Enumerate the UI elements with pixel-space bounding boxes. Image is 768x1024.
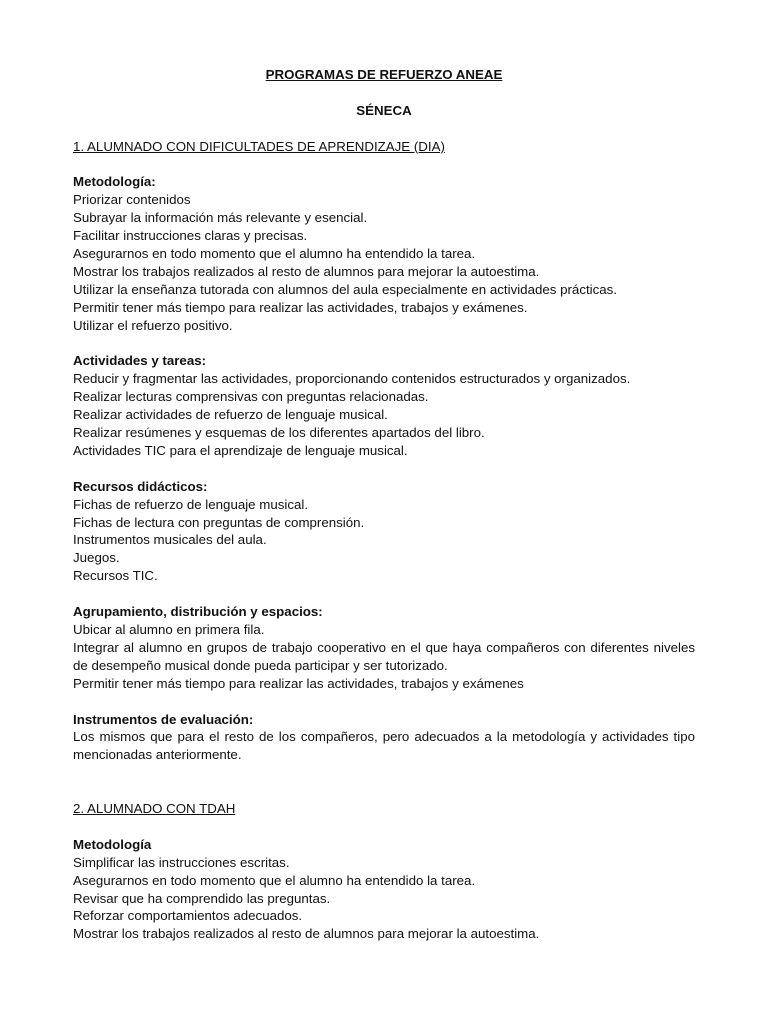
text-line: Facilitar instrucciones claras y precisas. <box>73 228 308 244</box>
text-line: Mostrar los trabajos realizados al resto de alumnos para mejorar la autoestima. <box>73 926 540 942</box>
text-line: Permitir tener más tiempo para realizar las actividades, trabajos y exámenes. <box>73 299 528 315</box>
document-subtitle: SÉNECA <box>356 102 412 118</box>
text-line: Fichas de lectura con preguntas de comprensión. <box>73 514 365 530</box>
text-paragraph: Los mismos que para el resto de los compañeros, pero adecuados a la metodología y actividades tipo mencionadas anteriormente. <box>73 729 695 763</box>
section-tdah <box>73 800 695 943</box>
section-heading: 2. ALUMNADO CON TDAH <box>73 801 236 817</box>
text-line: Reforzar comportamientos adecuados. <box>73 908 303 924</box>
document-title: PROGRAMAS DE REFUERZO ANEAE <box>265 67 503 82</box>
text-line: Permitir tener más tiempo para realizar las actividades, trabajos y exámenes <box>73 675 524 691</box>
subsection-heading-recursos: Recursos didácticos: <box>73 478 208 494</box>
document-page <box>73 66 695 943</box>
text-line: Reducir y fragmentar las actividades, proporcionando contenidos estructurados y organizados. <box>73 371 631 387</box>
text-line: Revisar que ha comprendido las preguntas. <box>73 890 331 906</box>
text-line: Asegurarnos en todo momento que el alumno ha entendido la tarea. <box>73 872 476 888</box>
text-line: Subrayar la información más relevante y esencial. <box>73 210 368 226</box>
section-dia <box>73 138 695 765</box>
text-line: Ubicar al alumno en primera fila. <box>73 622 265 637</box>
text-paragraph: Integrar al alumno en grupos de trabajo cooperativo en el que haya compañeros con diferentes niveles de desempeño musical donde pueda participar y ser tutorizado. <box>73 639 695 673</box>
subsection-heading-metodologia: Metodología: <box>73 174 156 190</box>
text-line: Fichas de refuerzo de lenguaje musical. <box>73 496 309 512</box>
text-line: Juegos. <box>73 550 120 566</box>
text-line: Asegurarnos en todo momento que el alumno ha entendido la tarea. <box>73 246 476 262</box>
section-heading: 1. ALUMNADO CON DIFICULTADES DE APRENDIZAJE (DIA) <box>73 138 445 154</box>
subsection-heading-actividades: Actividades y tareas: <box>73 353 207 369</box>
text-line: Instrumentos musicales del aula. <box>73 532 267 548</box>
text-line: Utilizar el refuerzo positivo. <box>73 317 233 333</box>
text-line: Realizar actividades de refuerzo de lenguaje musical. <box>73 407 388 423</box>
text-line: Mostrar los trabajos realizados al resto de alumnos para mejorar la autoestima. <box>73 263 540 279</box>
subsection-heading-metodologia: Metodología <box>73 836 152 852</box>
subsection-heading-agrupamiento: Agrupamiento, distribución y espacios: <box>73 604 323 620</box>
text-line: Priorizar contenidos <box>73 192 191 208</box>
text-line: Realizar resúmenes y esquemas de los diferentes apartados del libro. <box>73 425 485 441</box>
text-line: Utilizar la enseñanza tutorada con alumnos del aula especialmente en actividades prácticas. <box>73 281 618 297</box>
text-line: Recursos TIC. <box>73 568 158 584</box>
text-line: Actividades TIC para el aprendizaje de lenguaje musical. <box>73 442 408 458</box>
text-line: Realizar lecturas comprensivas con preguntas relacionadas. <box>73 389 429 405</box>
subsection-heading-instrumentos: Instrumentos de evaluación: <box>73 711 254 727</box>
text-line: Simplificar las instrucciones escritas. <box>73 854 290 870</box>
